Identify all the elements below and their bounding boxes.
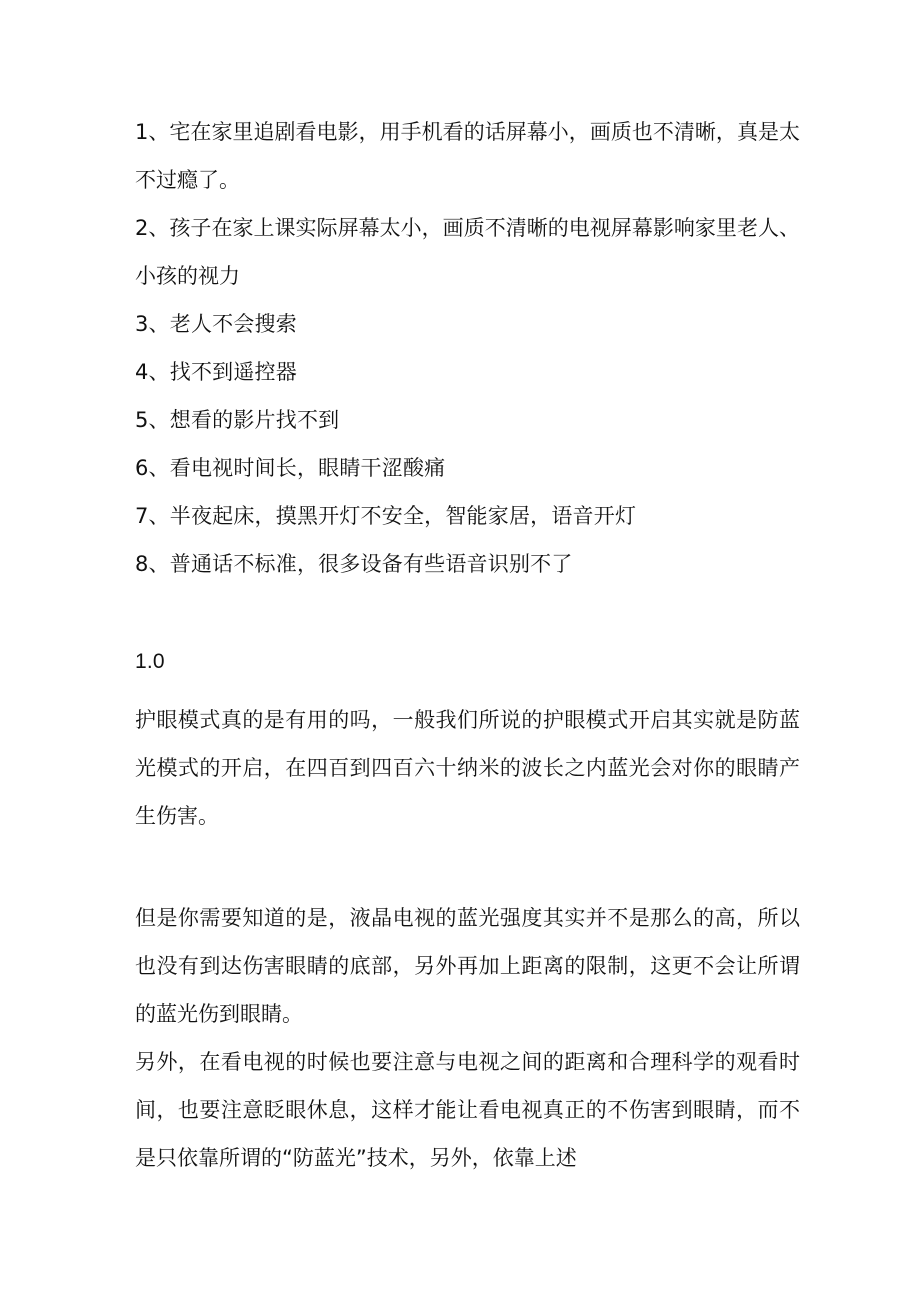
paragraph-viewing-distance: 另外，在看电视的时候也要注意与电视之间的距离和合理科学的观看时间，也要注意眨眼休息，这样才能让看电视真正的不伤害到眼睛，而不是只依靠所谓的“防蓝光”技术，另外，依靠上述 <box>135 1050 800 1170</box>
list-item-3: 3、老人不会搜索 <box>135 312 297 336</box>
list-item-7: 7、半夜起床，摸黑开灯不安全，智能家居，语音开灯 <box>135 504 637 528</box>
list-item-1: 1、宅在家里追剧看电影，用手机看的话屏幕小，画质也不清晰，真是太不过瘾了。 <box>135 120 800 192</box>
list-item-8: 8、普通话不标准，很多设备有些语音识别不了 <box>135 552 573 576</box>
spacer <box>135 588 800 638</box>
list-item-4: 4、找不到遥控器 <box>135 360 297 384</box>
spacer <box>135 840 800 894</box>
list-item-5: 5、想看的影片找不到 <box>135 408 340 432</box>
list-item-6: 6、看电视时间长，眼睛干涩酸痛 <box>135 456 446 480</box>
paragraph-blue-light: 护眼模式真的是有用的吗，一般我们所说的护眼模式开启其实就是防蓝光模式的开启，在四百到四百六十纳米的波长之内蓝光会对你的眼睛产生伤害。 <box>135 708 800 828</box>
spacer <box>135 686 800 696</box>
list-item-2: 2、孩子在家上课实际屏幕太小，画质不清晰的电视屏幕影响家里老人、小孩的视力 <box>135 216 800 288</box>
document-body <box>135 108 800 1182</box>
section-heading: 1.0 <box>135 650 165 673</box>
paragraph-lcd-intensity: 但是你需要知道的是，液晶电视的蓝光强度其实并不是那么的高，所以也没有到达伤害眼睛的底部，另外再加上距离的限制，这更不会让所谓的蓝光伤到眼睛。 <box>135 906 800 1026</box>
